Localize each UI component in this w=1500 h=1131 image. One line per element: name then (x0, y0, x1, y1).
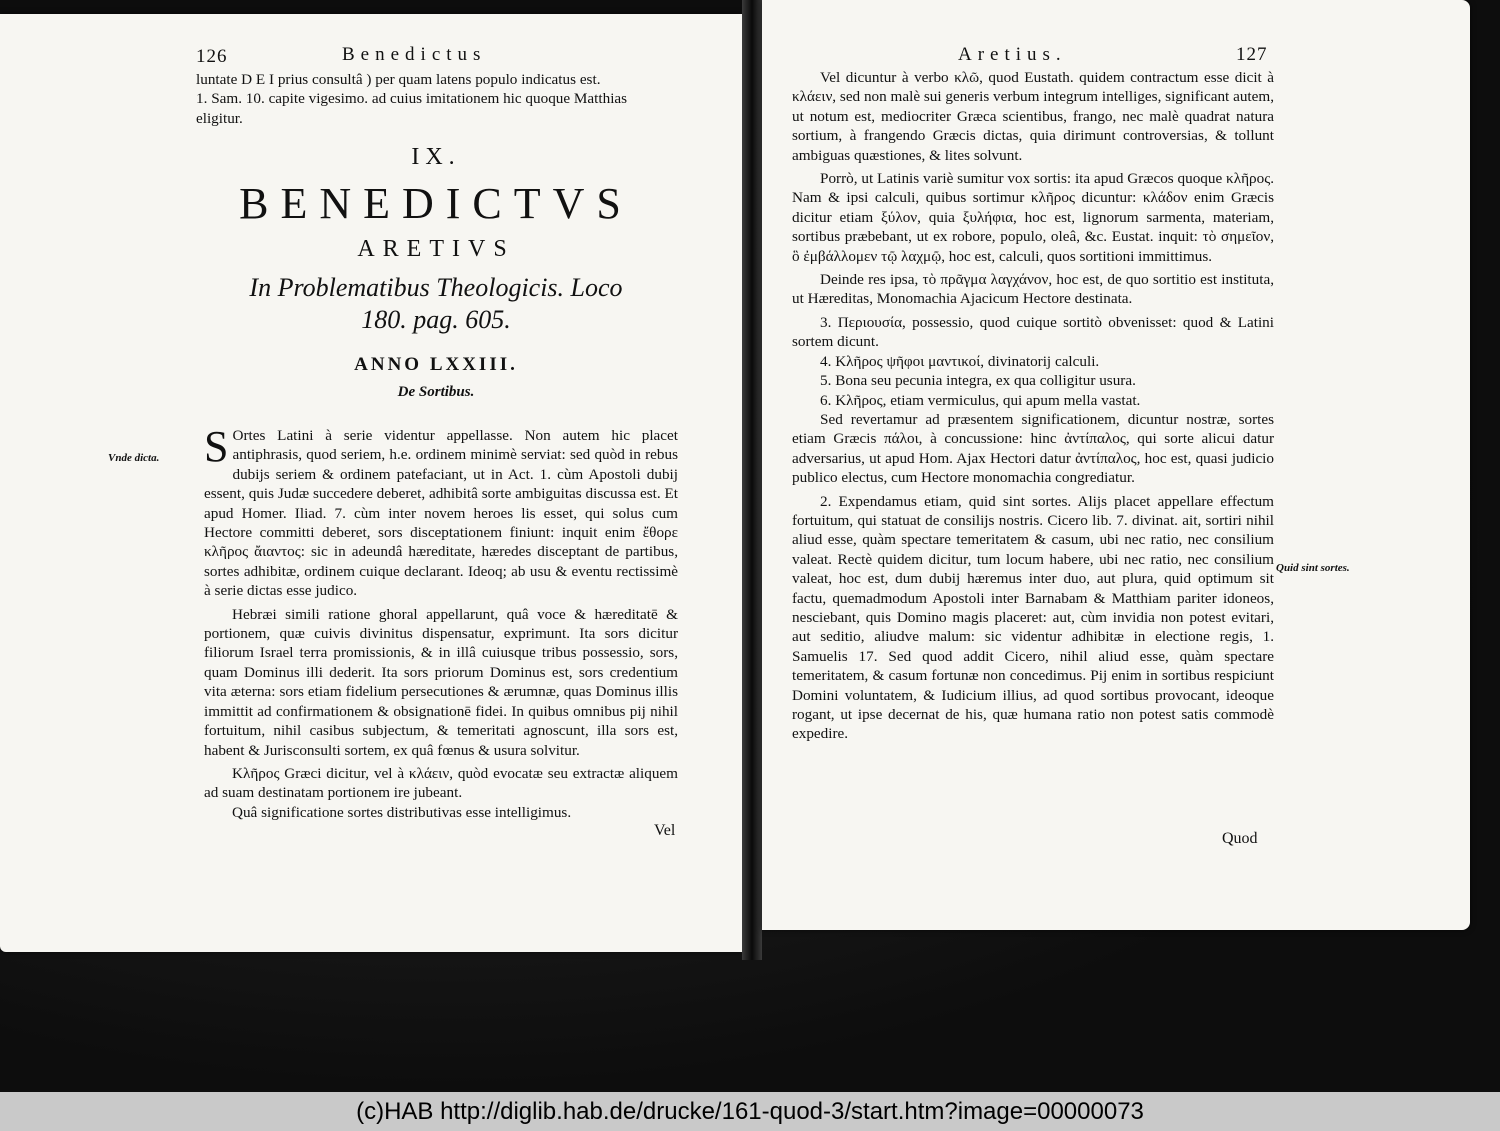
paragraph-hebraei: Hebræi simili ratione ghoral appellarunt, quâ voce & hæreditatē & portionem, quæ cuivis divinitus dispensatur, exprimunt. Ita sors dicitur filiorum Israel terra promissionis, & in illâ cuiusque tribus possessio, sors, quam Dominus illi dederit. Ita sors priorum Dominus est, sors credentium vita æterna: sors etiam fidelium persecutiones & ærumnæ, quas Dominus illis immittit ad confirmationem & obsignationē fidei. In quibus omnibus pij nihil fortuitum, nihil casibus subjectum, & temeritati agnoscunt, illa sors est, habent & Jurisconsulti sortem, ex quâ fœnus & usura solvitur. (204, 605, 678, 759)
work-title-line2: 180. pag. 605. (361, 305, 511, 334)
right-page (762, 0, 1470, 930)
paragraph-sortes (204, 422, 678, 601)
margin-note-quid-sint: Quid sint sortes. (1276, 562, 1350, 574)
left-running-head: Benedictus (342, 44, 487, 65)
right-running-head: Aretius. (958, 44, 1067, 65)
right-page-number: 127 (1236, 44, 1268, 65)
work-title-line1: In Problematibus Theologicis. Loco (249, 273, 623, 302)
paragraph-expendamus: 2. Expendamus etiam, quid sint sortes. Alijs placet appellare effectum fortuitum, qui statuat de consilijs nostris. Cicero lib. 7. divinat. ait, sortiri nihil aliud esse, quàm spectare temeritatem & casum, ubi nec ratio, nec consilium valeat. Rectè quidem dicitur, tum locum habere, ubi nec ratio, nec consilium valeat, hoc est, dum dubij hæremus inter duo, aut plura, quid optimum sit factu, quemadmodum Apostoli inter Barnabam & Matthiam pariter idoneos, nesciebant, quis Domino magis placeret: aut, cùm invidia non potest evitari, aut seditio, aliudve malum: sic videntur adhibitæ in electione regis, 1. Samuelis 17. Sed quod addit Cicero, nihil aliud esse, quàm spectare temeritatem, & casum fortunæ non concedimus. Pij enim in sortibus respiciunt Domini voluntatem, & Iudicium illius, ad quod sortibus provocant, ideoque rogant, ut ipse decernat de his, quæ humana ratio non potest satis commodè expedire. (792, 492, 1274, 743)
list-item: 5. Bona seu pecunia integra, ex qua colligitur usura. (820, 372, 1136, 390)
right-body (792, 68, 1274, 744)
intro-line: 1. Sam. 10. capite vigesimo. ad cuius imitationem hic quoque Matthias (196, 90, 628, 108)
work-title (196, 272, 676, 336)
paragraph-porro: Porrò, ut Latinis variè sumitur vox sortis: ita apud Græcos quoque κλῆρος. Nam & ipsi calculi, quibus sortimur κλῆρος dicuntur: κλάδον enim Græcis dicitur etiam ξύλον, quia ξυλήφια, hoc est, lignorum sarmenta, materiam, sortibus præbebant, ut ex robore, populo, oleâ, &c. Eustat. inquit: τὸ σημεῖον, ὃ ἐμβάλλομεν τῷ λαχμῷ, hoc est, calculi, quos sortitioni immittimus. (792, 170, 1274, 265)
intro-line: luntate D E I prius consultâ ) per quam latens populo indicatus est. (196, 71, 601, 88)
copyright-footer: (c)HAB http://diglib.hab.de/drucke/161-quod-3/start.htm?image=00000073 (0, 1092, 1500, 1131)
paragraph-sed-revertamur: Sed revertamur ad præsentem significationem, dicuntur nostræ, sortes etiam Græcis πάλοι, à concussione: hinc ἀντίπαλος, qui sorte alicui datur adversarius, ut apud Hom. Ajax Hectori datur ἀντίπαλος, hoc est, quasi judicio publico electus, cum Hectore monomachia congrediatur. (792, 410, 1274, 487)
list-item: 3. Περιουσία, possessio, quod cuique sortitò obvenisset: quod & Latini sortem dicunt. (792, 313, 1274, 351)
dropcap: S (204, 422, 229, 471)
list-item: 6. Κλῆρος, etiam vermiculus, qui apum mella vastat. (820, 391, 1141, 409)
paragraph-vel-dicuntur: Vel dicuntur à verbo κλῶ, quod Eustath. quidem contractum esse dicit à κλάειν, sed non malè sui generis verbum integrum intelliges, significant autem, ut notum est, mediocriter Græca scientibus, frango, nec malè quadrat natura sortium, à frangendo Græcis dictas, quia dirimunt controversias, & tollunt ambiguas quæstiones, & lites solvunt. (792, 69, 1274, 164)
margin-note-unde: Vnde dicta. (108, 452, 160, 464)
paragraph-sortes-text: Ortes Latini à serie videntur appellasse. Non autem hic placet antiphrasis, quod seriem, h.e. ordinem minimè serviat: sed quòd in rebus dubijs seriem & ordinem patefaciant, ut in Act. 1. cùm Apostoli dubij essent, quis Judæ succedere deberet, adhibitâ sorte ambiguitas discussa est. Et apud Homer. Iliad. 7. cùm inter novem heroes lis esset, qui solus cum Hectore committi deberet, sors disceptationem finiunt: inquit enim ἔθορε κλῆρος ἄιαντος: sic in adeundâ hæreditate, hæredes disceptant de partibus, sortes adhibitæ, ordinem cuique declarant. Ideoq; ab usu & eventu rectissimè à serie dictas esse judico. (204, 427, 678, 600)
left-page-number: 126 (196, 46, 228, 67)
year-heading: ANNO LXXIII. (354, 354, 518, 375)
subject-heading: De Sortibus. (397, 384, 475, 400)
paragraph-kleros: Κλῆρος Græci dicitur, vel à κλάειν, quòd evocatæ seu extractæ aliquem ad suam destinatam portionem ire jubeant. (204, 764, 678, 802)
intro-text (196, 70, 672, 128)
left-catchword: Vel (654, 822, 676, 839)
left-page (0, 14, 742, 952)
paragraph-significatione: Quâ significatione sortes distributivas esse intelligimus. (232, 803, 572, 821)
list-item: 4. Κλῆρος ψῆφοι μαντικοί, divinatorij calculi. (820, 352, 1100, 370)
right-catchword: Quod (1222, 830, 1258, 847)
paragraph-deinde: Deinde res ipsa, τὸ πρᾶγμα λαγχάνον, hoc est, de quo sortitio est instituta, ut Hæreditas, Monomachia Ajacicum Hectore destinata. (792, 271, 1274, 308)
author-name: BENEDICTVS (239, 179, 633, 228)
left-body (204, 422, 678, 822)
author-surname: ARETIVS (357, 236, 515, 262)
book-gutter (742, 0, 762, 960)
intro-line: eligitur. (196, 109, 243, 127)
section-number: IX. (411, 144, 461, 170)
